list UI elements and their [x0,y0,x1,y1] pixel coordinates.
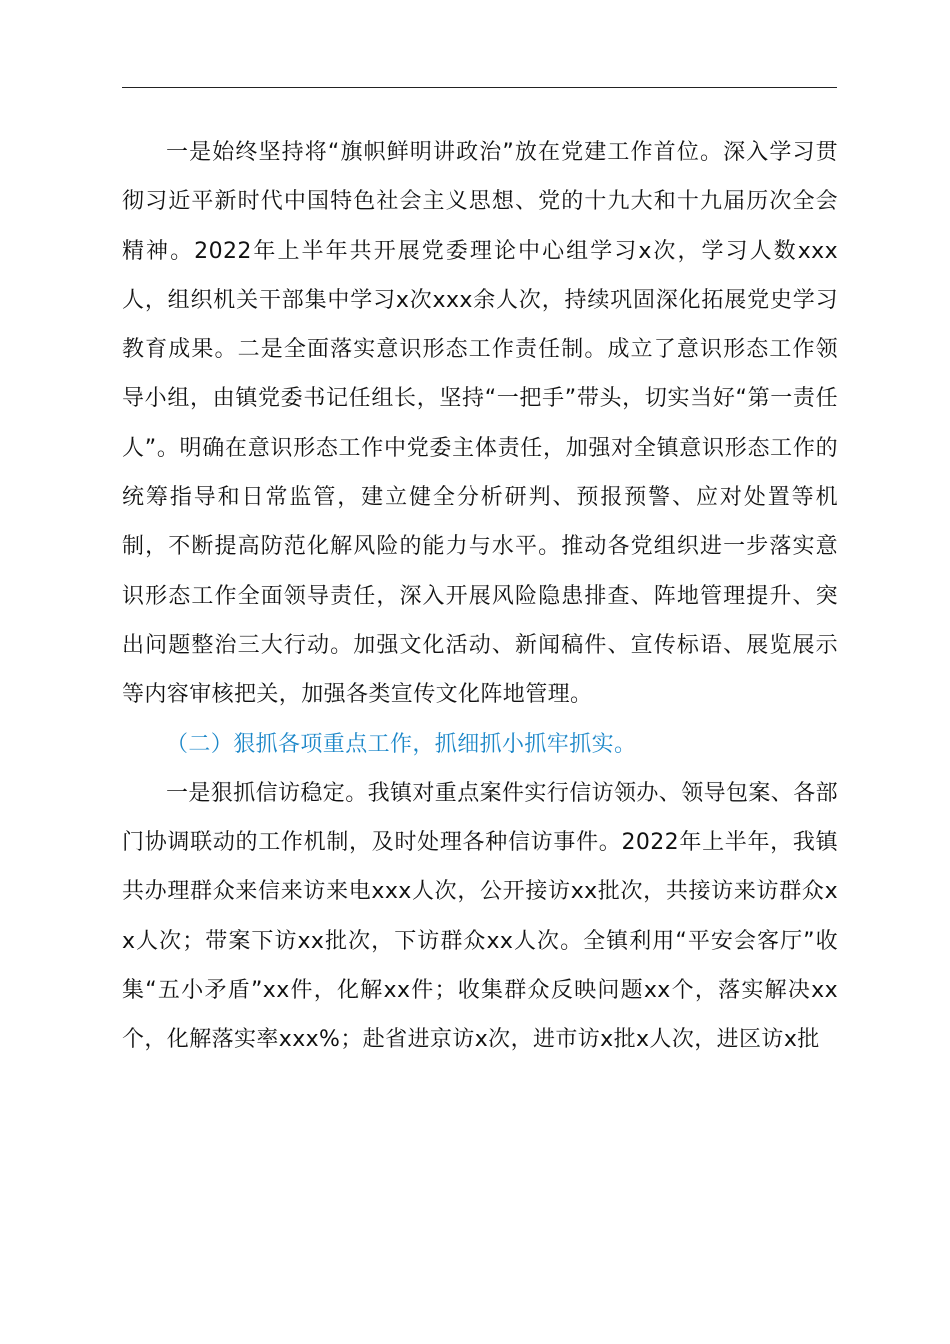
header-rule [122,87,837,88]
paragraph-party-building: 一是始终坚持将“旗帜鲜明讲政治”放在党建工作首位。深入学习贯彻习近平新时代中国特色社会主义思想、党的十九大和十九届历次全会精神。2022年上半年共开展党委理论中心组学习x次，学习人数xxx人，组织机关干部集中学习x次xxx余人次，持续巩固深化拓展党史学习教育成果。二是全面落实意识形态工作责任制。成立了意识形态工作领导小组，由镇党委书记任组长，坚持“一把手”带头，切实当好“第一责任人”。明确在意识形态工作中党委主体责任，加强对全镇意识形态工作的统筹指导和日常监管，建立健全分析研判、预报预警、应对处置等机制，不断提高防范化解风险的能力与水平。推动各党组织进一步落实意识形态工作全面领导责任，深入开展风险隐患排查、阵地管理提升、突出问题整治三大行动。加强文化活动、新闻稿件、宣传标语、展览展示等内容审核把关，加强各类宣传文化阵地管理。 [122,140,838,708]
paragraph-petition-stability: 一是狠抓信访稳定。我镇对重点案件实行信访领办、领导包案、各部门协调联动的工作机制，及时处理各种信访事件。2022年上半年，我镇共办理群众来信来访来电xxx人次，公开接访xx批次，共接访来访群众xx人次；带案下访xx批次，下访群众xx人次。全镇利用“平安会客厅”收集“五小矛盾”xx件，化解xx件；收集群众反映问题xx个，落实解决xx个，化解落实率xxx%；赴省进京访x次，进市访x批x人次，进区访x批 [122,780,839,1053]
section-heading-key-work: （二）狠抓各项重点工作，抓细抓小抓牢抓实。 [166,731,637,757]
document-body [122,128,838,1065]
